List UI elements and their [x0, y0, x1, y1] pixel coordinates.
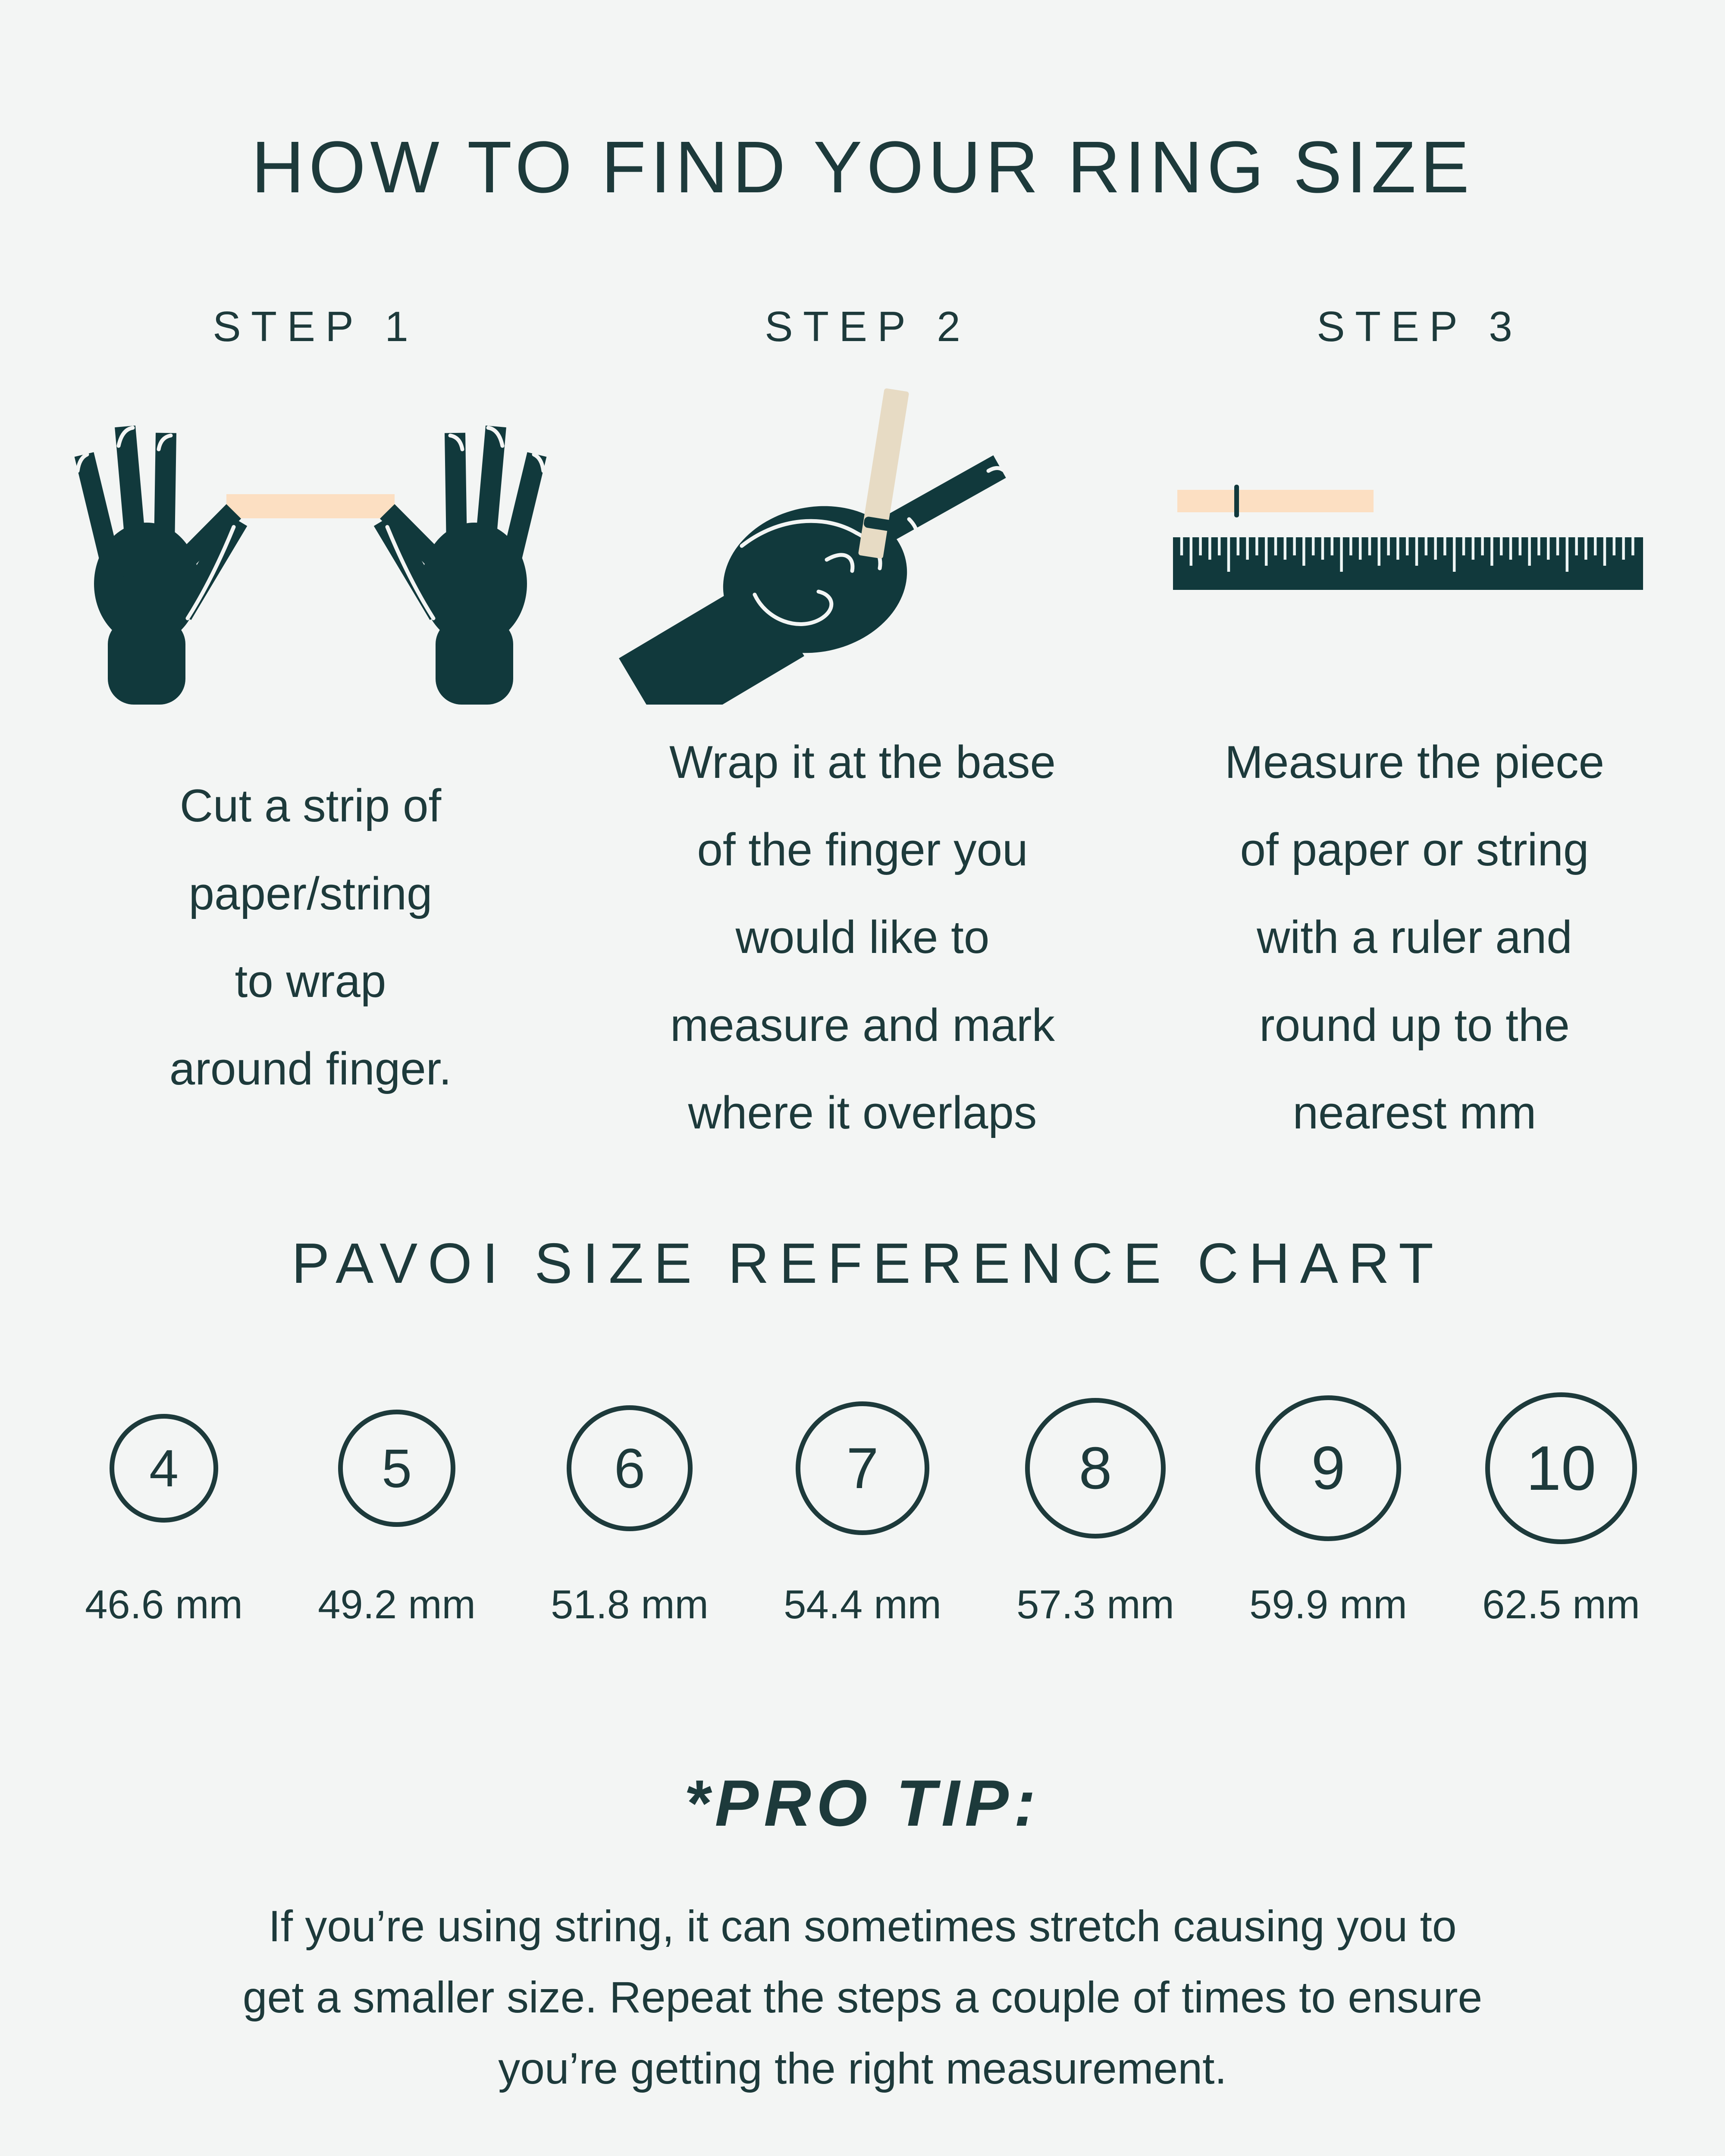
size-item-4 [47, 1386, 280, 1628]
hands-holding-strip-illustration [60, 377, 561, 705]
description-line: nearest mm [1292, 1086, 1537, 1138]
size-item-9 [1212, 1386, 1445, 1628]
ring-size-number: 8 [1079, 1435, 1112, 1501]
description-line: where it overlaps [688, 1086, 1037, 1138]
ring-size-number: 7 [846, 1436, 879, 1501]
size-item-8 [979, 1386, 1212, 1628]
description-line: around finger. [169, 1043, 452, 1095]
ring-size-number: 5 [381, 1438, 412, 1499]
ring-circumference: 54.4 mm [784, 1582, 941, 1627]
step-2 [595, 302, 1130, 1170]
ring-size-number: 4 [149, 1439, 179, 1498]
wrapped-finger-illustration [612, 377, 1113, 705]
description-line: to wrap [235, 955, 386, 1007]
size-item-10 [1445, 1386, 1678, 1628]
ruler-illustration [1164, 377, 1665, 705]
size-item-7 [746, 1386, 979, 1628]
ring-circle [567, 1405, 693, 1531]
ring-circumference: 62.5 mm [1482, 1582, 1640, 1627]
step-2-description [669, 705, 1056, 1170]
description-line: Measure the piece [1224, 736, 1605, 788]
pro-tip-heading: *PRO TIP: [684, 1767, 1041, 1840]
step-2-label: STEP 2 [765, 303, 971, 350]
pro-tip-line: get a smaller size. Repeat the steps a couple of times to ensure [242, 1973, 1483, 2022]
step-1-description [169, 705, 452, 1170]
description-line: Cut a strip of [179, 780, 442, 832]
page-title: HOW TO FIND YOUR RING SIZE [251, 126, 1474, 208]
description-line: measure and mark [670, 999, 1055, 1051]
size-reference-row [0, 1386, 1725, 1628]
left-hand [78, 426, 237, 705]
ring-circumference: 59.9 mm [1249, 1582, 1407, 1627]
ring-size-number: 9 [1311, 1434, 1346, 1502]
description-line: of the finger you [697, 824, 1028, 876]
description-line: with a ruler and [1257, 911, 1572, 963]
ring-circumference: 46.6 mm [85, 1582, 243, 1627]
pro-tip-text [0, 1891, 1725, 2105]
size-item-6 [513, 1386, 746, 1628]
ring-circle [1255, 1395, 1401, 1541]
description-line: paper/string [188, 867, 433, 919]
ring-size-number: 10 [1526, 1433, 1596, 1503]
step-3 [1147, 302, 1682, 1170]
description-line: round up to the [1259, 999, 1570, 1051]
overlap-mark [1234, 485, 1239, 517]
step-3-description [1225, 705, 1604, 1170]
size-item-5 [280, 1386, 513, 1628]
step-3-label: STEP 3 [1317, 303, 1523, 350]
marked-paper-strip [1177, 485, 1374, 517]
step-1 [43, 302, 578, 1170]
step-1-label: STEP 1 [213, 303, 419, 350]
ring-circle [1485, 1392, 1637, 1544]
ring-circumference: 51.8 mm [551, 1582, 709, 1627]
ring-circumference: 49.2 mm [318, 1582, 476, 1627]
pointing-hand [643, 467, 1000, 698]
description-line: Wrap it at the base [669, 736, 1056, 788]
description-line: of paper or string [1240, 824, 1589, 876]
paper-strip [226, 494, 395, 518]
ring-size-number: 6 [614, 1437, 646, 1500]
ring-circle [338, 1410, 455, 1527]
pro-tip-line: you’re getting the right measurement. [498, 2044, 1227, 2093]
pro-tip-line: If you’re using string, it can sometimes stretch causing you to [268, 1902, 1457, 1951]
right-hand [384, 426, 543, 705]
size-chart-heading: PAVOI SIZE REFERENCE CHART [292, 1232, 1444, 1295]
description-line: would like to [735, 911, 990, 963]
ring-circumference: 57.3 mm [1016, 1582, 1174, 1627]
ring-circle [1025, 1398, 1166, 1539]
ring-circle [110, 1414, 218, 1523]
ring-circle [796, 1401, 929, 1535]
ruler [1173, 537, 1643, 590]
steps-row [0, 302, 1725, 1170]
